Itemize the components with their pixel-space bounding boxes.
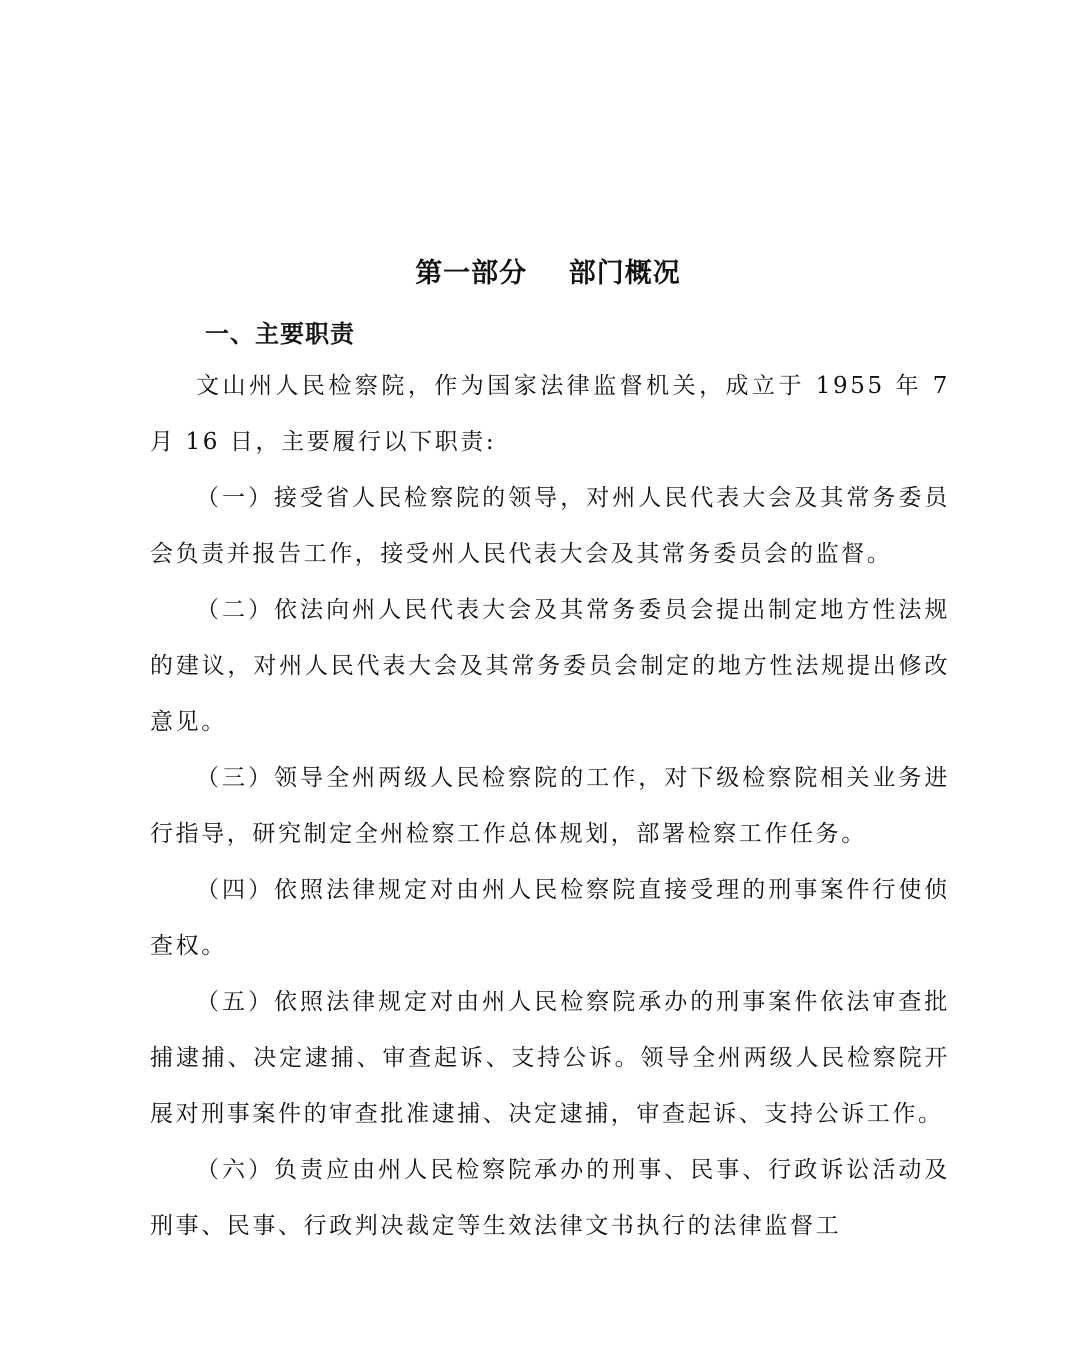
paragraph-duty-6: （六）负责应由州人民检察院承办的刑事、民事、行政诉讼活动及刑事、民事、行政判决裁定等生效法律文书执行的法律监督工 <box>150 1157 950 1239</box>
page-title: 第一部分 部门概况 <box>415 258 681 289</box>
section-heading: 一、主要职责 <box>205 320 355 348</box>
paragraph-duty-5: （五）依照法律规定对由州人民检察院承办的刑事案件依法审查批捕逮捕、决定逮捕、审查起诉、支持公诉。领导全州两级人民检察院开展对刑事案件的审查批准逮捕、决定逮捕，审查起诉、支持公诉工作。 <box>150 989 950 1127</box>
paragraph-duty-2: （二）依法向州人民代表大会及其常务委员会提出制定地方性法规的建议，对州人民代表大会及其常务委员会制定的地方性法规提出修改意见。 <box>150 597 950 735</box>
paragraph-duty-4: （四）依照法律规定对由州人民检察院直接受理的刑事案件行使侦查权。 <box>150 877 950 959</box>
paragraph-duty-1: （一）接受省人民检察院的领导，对州人民代表大会及其常务委员会负责并报告工作，接受州人民代表大会及其常务委员会的监督。 <box>150 485 950 567</box>
document-body <box>150 358 950 1254</box>
paragraph-intro: 文山州人民检察院，作为国家法律监督机关，成立于 1955 年 7 月 16 日，主要履行以下职责: <box>150 373 950 455</box>
paragraph-duty-3: （三）领导全州两级人民检察院的工作，对下级检察院相关业务进行指导，研究制定全州检察工作总体规划，部署检察工作任务。 <box>150 765 950 847</box>
